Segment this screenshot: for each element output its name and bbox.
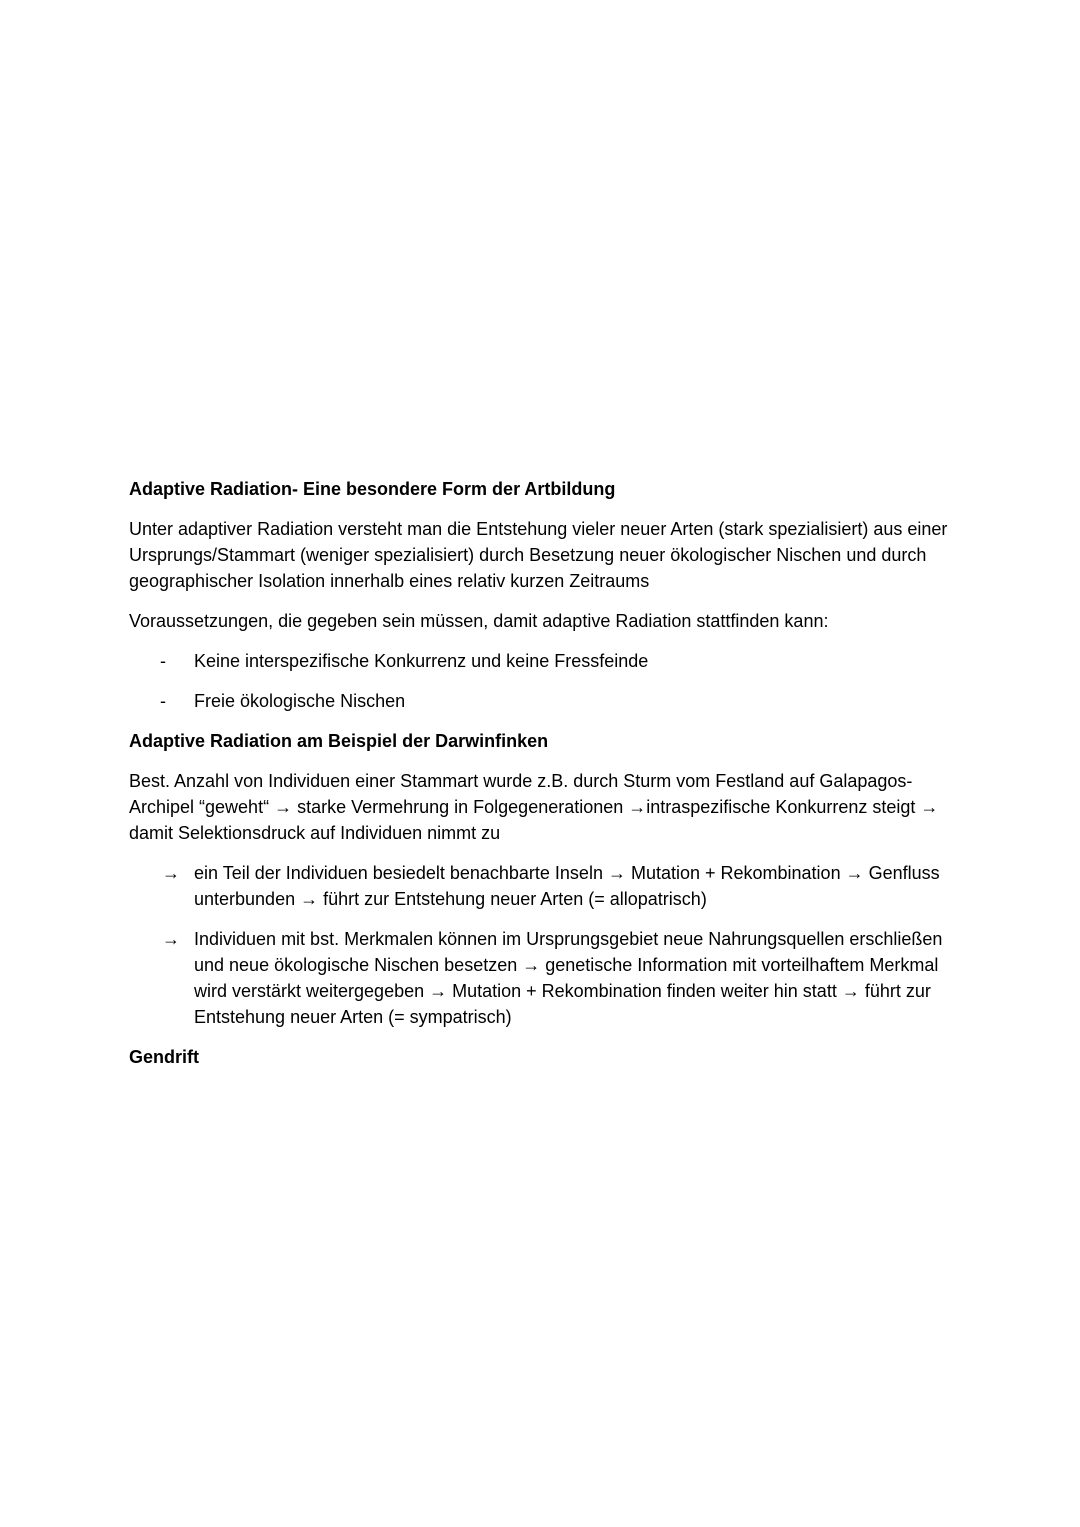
bullet-dash: - — [160, 691, 166, 711]
bullet-dash: - — [160, 651, 166, 671]
darwinfinken-intro: Best. Anzahl von Individuen einer Stammart wurde z.B. durch Sturm vom Festland auf Galapagos-Archipel “geweht“ → starke Vermehrung in Folgegenerationen →intraspezifische Konkurrenz steigt → damit Selektionsdruck auf Individuen nimmt zu — [129, 771, 939, 843]
prerequisites-intro: Voraussetzungen, die gegeben sein müssen, damit adaptive Radiation stattfinden kann: — [129, 611, 829, 631]
list-item — [129, 648, 959, 674]
document-page — [129, 476, 959, 1084]
arrow-right-icon: → — [162, 863, 180, 883]
prerequisites-list — [129, 648, 959, 714]
definition-paragraph: Unter adaptiver Radiation versteht man die Entstehung vieler neuer Arten (stark spezialisiert) aus einer Ursprungs/Stammart (weniger spezialisiert) durch Besetzung neuer ökologischer Nischen und durch geographischer Isolation innerhalb eines relativ kurzen Zeitraums — [129, 519, 948, 591]
darwinfinken-points — [129, 860, 959, 1030]
list-item — [129, 688, 959, 714]
list-item — [129, 860, 959, 912]
list-item-text: Individuen mit bst. Merkmalen können im Ursprungsgebiet neue Nahrungsquellen erschließen und neue ökologische Nischen besetzen → genetische Information mit vorteilhaftem Merkmal wird verstärkt weitergegeben → Mutation + Rekombination finden weiter hin statt → führt zur Entstehung neuer Arten (= sympatrisch) — [194, 929, 943, 1027]
section-heading-darwinfinken: Adaptive Radiation am Beispiel der Darwinfinken — [129, 731, 549, 751]
section-heading-gendrift: Gendrift — [129, 1047, 199, 1067]
section-heading-adaptive-radiation: Adaptive Radiation- Eine besondere Form der Artbildung — [129, 479, 616, 499]
arrow-right-icon: → — [162, 929, 180, 949]
list-item-text: Keine interspezifische Konkurrenz und keine Fressfeinde — [194, 651, 649, 671]
list-item — [129, 926, 959, 1030]
list-item-text: Freie ökologische Nischen — [194, 691, 406, 711]
list-item-text: ein Teil der Individuen besiedelt benachbarte Inseln → Mutation + Rekombination → Genfluss unterbunden → führt zur Entstehung neuer Arten (= allopatrisch) — [194, 863, 940, 909]
